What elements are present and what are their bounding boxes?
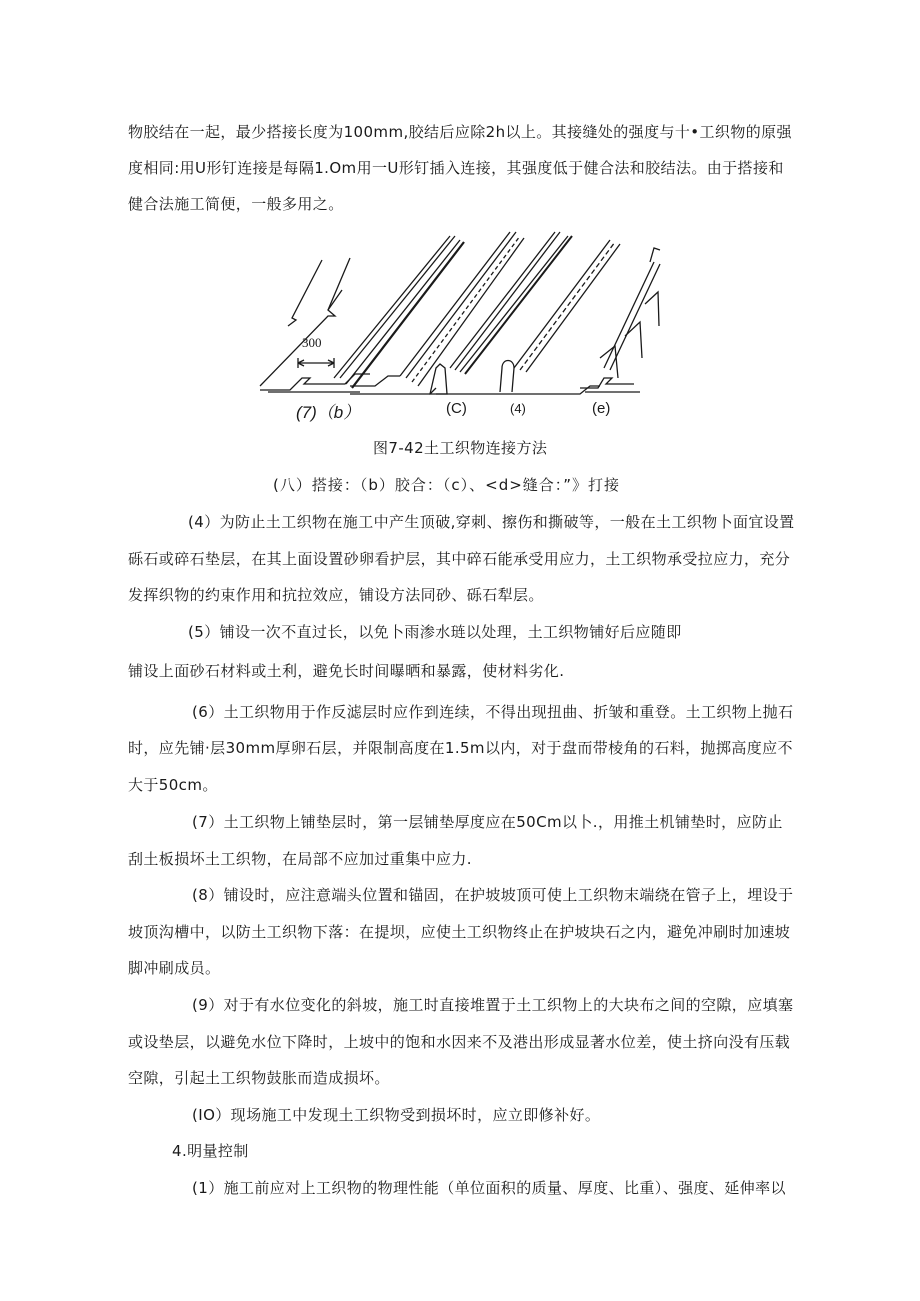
dimension-label: 300 <box>302 335 322 350</box>
item-9-line-1: (9）对于有水位变化的斜坡，施工时直接堆置于土工织物上的大块布之间的空隙，应填塞 <box>192 996 794 1014</box>
item-9-line-2: 或设垫层，以避免水位下降时，上坡中的饱和水因来不及港出形成显著水位差，使土挤向没有压载 <box>128 1033 791 1051</box>
item-4-line-1: (4）为防止土工织物在施工中产生顶破,穿刺、擦伤和撕破等，一般在土工织物卜面宜设置 <box>188 513 795 531</box>
intro-line-2: 度相同:用U形钉连接是每隔1.Om用一U形钉插入连接，其强度低于健合法和胶结法。由于搭接和 <box>128 159 784 177</box>
item-6-line-3: 大于50cm。 <box>128 776 218 794</box>
section-first-line: (1）施工前应对上工织物的物理性能（单位面积的质量、厚度、比重）、强度、延伸率以 <box>192 1179 786 1197</box>
item-5-line-2: 铺设上面砂石材料或土利，避免长时间曝晒和暴露，使材料劣化. <box>128 662 565 680</box>
figure-subcaption: (八）搭接：（b）胶合：（c）、<d>缝合：”》打接 <box>273 476 621 494</box>
item-7-line-2: 刮土板损坏土工织物，在局部不应加过重集中应力. <box>128 850 472 868</box>
figure-connection-methods <box>250 218 670 426</box>
label-c: (C) <box>446 400 467 417</box>
item-10-line-1: (IO）现场施工中发现土工织物受到损坏时，应立即修补好。 <box>192 1106 601 1124</box>
figure-caption: 图7-42土工织物连接方法 <box>373 439 548 457</box>
item-6-line-2: 时，应先铺·层30mm厚卵石层，并限制高度在1.5m以内，对于盘而带棱角的石料，抛掷高度应不 <box>128 739 793 757</box>
item-8-line-2: 坡顶沟槽中，以防土工织物下落：在提坝，应使土工织物终止在护坡块石之内，避免冲刷时加速坡 <box>128 923 791 941</box>
item-5-line-1: (5）铺设一次不直过长，以免卜雨渗水琏以处理，土工织物铺好后应随即 <box>188 623 682 641</box>
item-6-line-1: (6）土工织物用于作反滤层时应作到连续，不得出现扭曲、折皱和重登。土工织物上抛石 <box>192 703 794 721</box>
item-4-line-2: 砾石或碎石垫层，在其上面设置砂卵看护层，其中碎石能承受用应力，土工织物承受拉应力，充分 <box>128 550 791 568</box>
item-7-line-1: (7）土工织物上铺垫层时，第一层铺垫厚度应在50Cm以卜.，用推土机铺垫时，应防止 <box>192 813 783 831</box>
intro-line-1: 物胶结在一起，最少搭接长度为100mm,胶结后应除2h以上。其接缝处的强度与十•工织物的原强 <box>128 123 792 141</box>
item-9-line-3: 空隙，引起土工织物鼓胀而造成损坏。 <box>128 1069 390 1087</box>
item-8-line-3: 脚冲刷成员。 <box>128 959 221 977</box>
label-ab: (7)（b） <box>296 403 361 422</box>
item-8-line-1: (8）铺设时，应注意端头位置和锚固，在护坡坡顶可使上工织物末端绕在管子上，埋设于 <box>192 886 794 904</box>
connection-diagram <box>250 218 670 398</box>
item-4-line-3: 发挥织物的约束作用和抗拉效应，铺设方法同砂、砾石犁层。 <box>128 586 544 604</box>
label-d: (4) <box>510 401 526 416</box>
intro-line-3: 健合法施工简便，一般多用之。 <box>128 195 344 213</box>
label-e: (e) <box>592 400 611 417</box>
section-heading: 4.明量控制 <box>172 1142 249 1160</box>
